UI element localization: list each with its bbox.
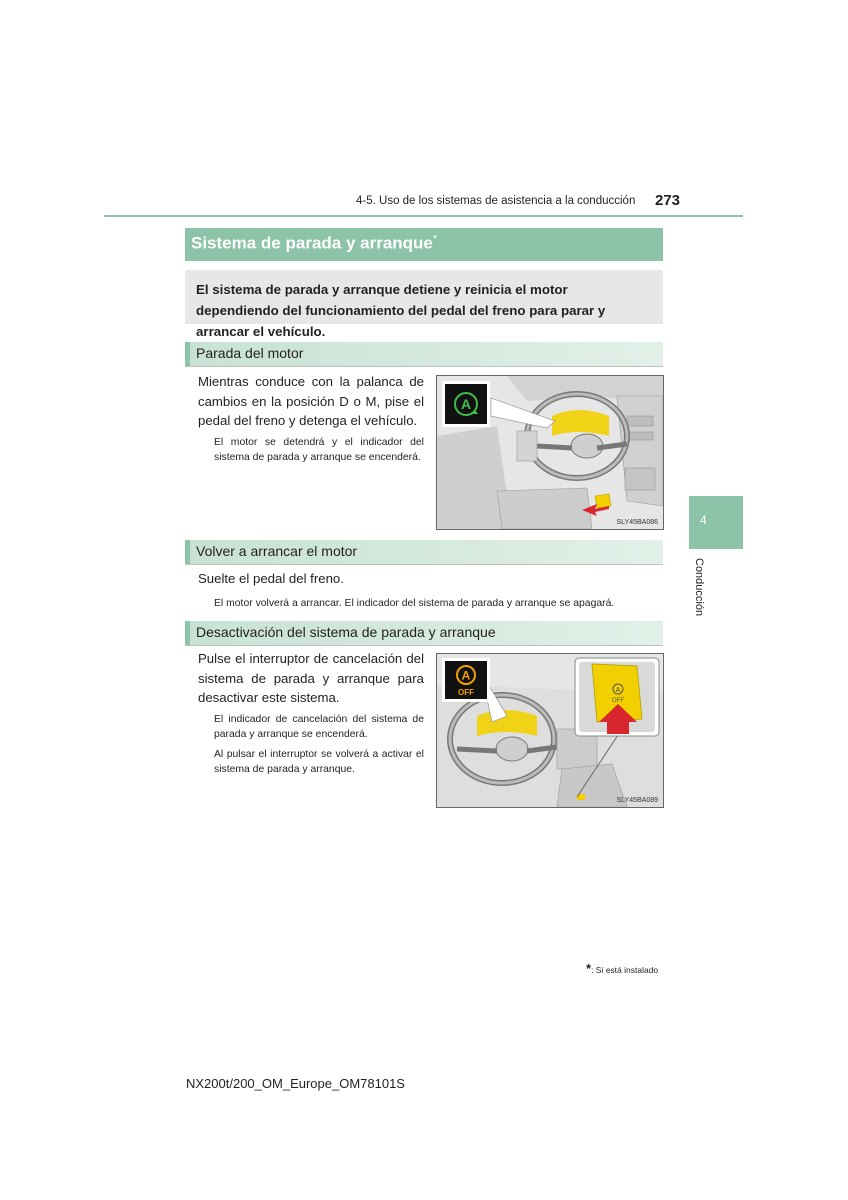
page-title	[191, 233, 437, 254]
section-note-desactivacion-2: Al pulsar el interruptor se volverá a activar el sistema de parada y arranque.	[214, 749, 424, 775]
figure-code: SLY45BA086	[616, 519, 658, 526]
chapter-tab[interactable]	[689, 496, 743, 549]
section-header: 4-5. Uso de los sistemas de asistencia a la conducción	[356, 195, 636, 207]
dashboard-cancel-illustration	[437, 654, 663, 807]
footnote-text: : Si está instalado	[591, 965, 659, 975]
section-heading-volver: Volver a arrancar el motor	[196, 543, 358, 559]
stop-start-indicator-icon: A	[460, 396, 472, 412]
footer-code: NX200t/200_OM_Europe_OM78101S	[186, 1076, 405, 1091]
cancel-indicator-icon: A	[461, 668, 471, 683]
section-heading-bar	[185, 540, 663, 565]
footnote	[586, 961, 658, 976]
cancel-switch-symbol-icon: A	[615, 687, 621, 694]
header-rule	[104, 215, 743, 217]
section-heading-desactivacion: Desactivación del sistema de parada y arranque	[196, 624, 496, 640]
section-note-volver: El motor volverá a arrancar. El indicador del sistema de parada y arranque se apagará.	[214, 598, 615, 609]
section-body-parada: Mientras conduce con la palanca de cambios en la posición D o M, pise el pedal del freno y detenga el vehículo.	[198, 374, 424, 428]
engine-stop-figure	[436, 375, 664, 530]
section-body-volver: Suelte el pedal del freno.	[198, 571, 344, 586]
section-heading-bar	[185, 621, 663, 646]
cancel-switch-off-label: OFF	[612, 698, 624, 704]
cancel-switch-figure	[436, 653, 664, 808]
footnote-marker: *	[586, 961, 592, 976]
section-heading-parada: Parada del motor	[196, 345, 304, 361]
intro-box	[185, 270, 663, 339]
title-marker: *	[432, 233, 438, 245]
dashboard-illustration	[437, 376, 663, 529]
section-note-parada: El motor se detendrá y el indicador del sistema de parada y arranque se encenderá.	[214, 437, 424, 463]
title-bar	[185, 228, 663, 261]
page-number: 273	[655, 192, 681, 209]
section-body-desactivacion: Pulse el interruptor de cancelación del sistema de parada y arranque para desactivar este sistema.	[198, 651, 424, 705]
page-title-text: Sistema de parada y arranque	[191, 233, 433, 253]
section-note-desactivacion-1: El indicador de cancelación del sistema de parada y arranque se encenderá.	[214, 714, 424, 740]
intro-text: El sistema de parada y arranque detiene y reinicia el motor dependiendo del funcionamiento del pedal del freno para parar y arrancar el vehículo.	[196, 282, 606, 339]
chapter-number: 4	[700, 513, 707, 527]
chapter-label: Conducción	[693, 558, 705, 617]
cancel-indicator-off-label: OFF	[458, 688, 474, 697]
figure-code: SLY45BA089	[616, 797, 658, 804]
section-heading-bar	[185, 342, 663, 367]
